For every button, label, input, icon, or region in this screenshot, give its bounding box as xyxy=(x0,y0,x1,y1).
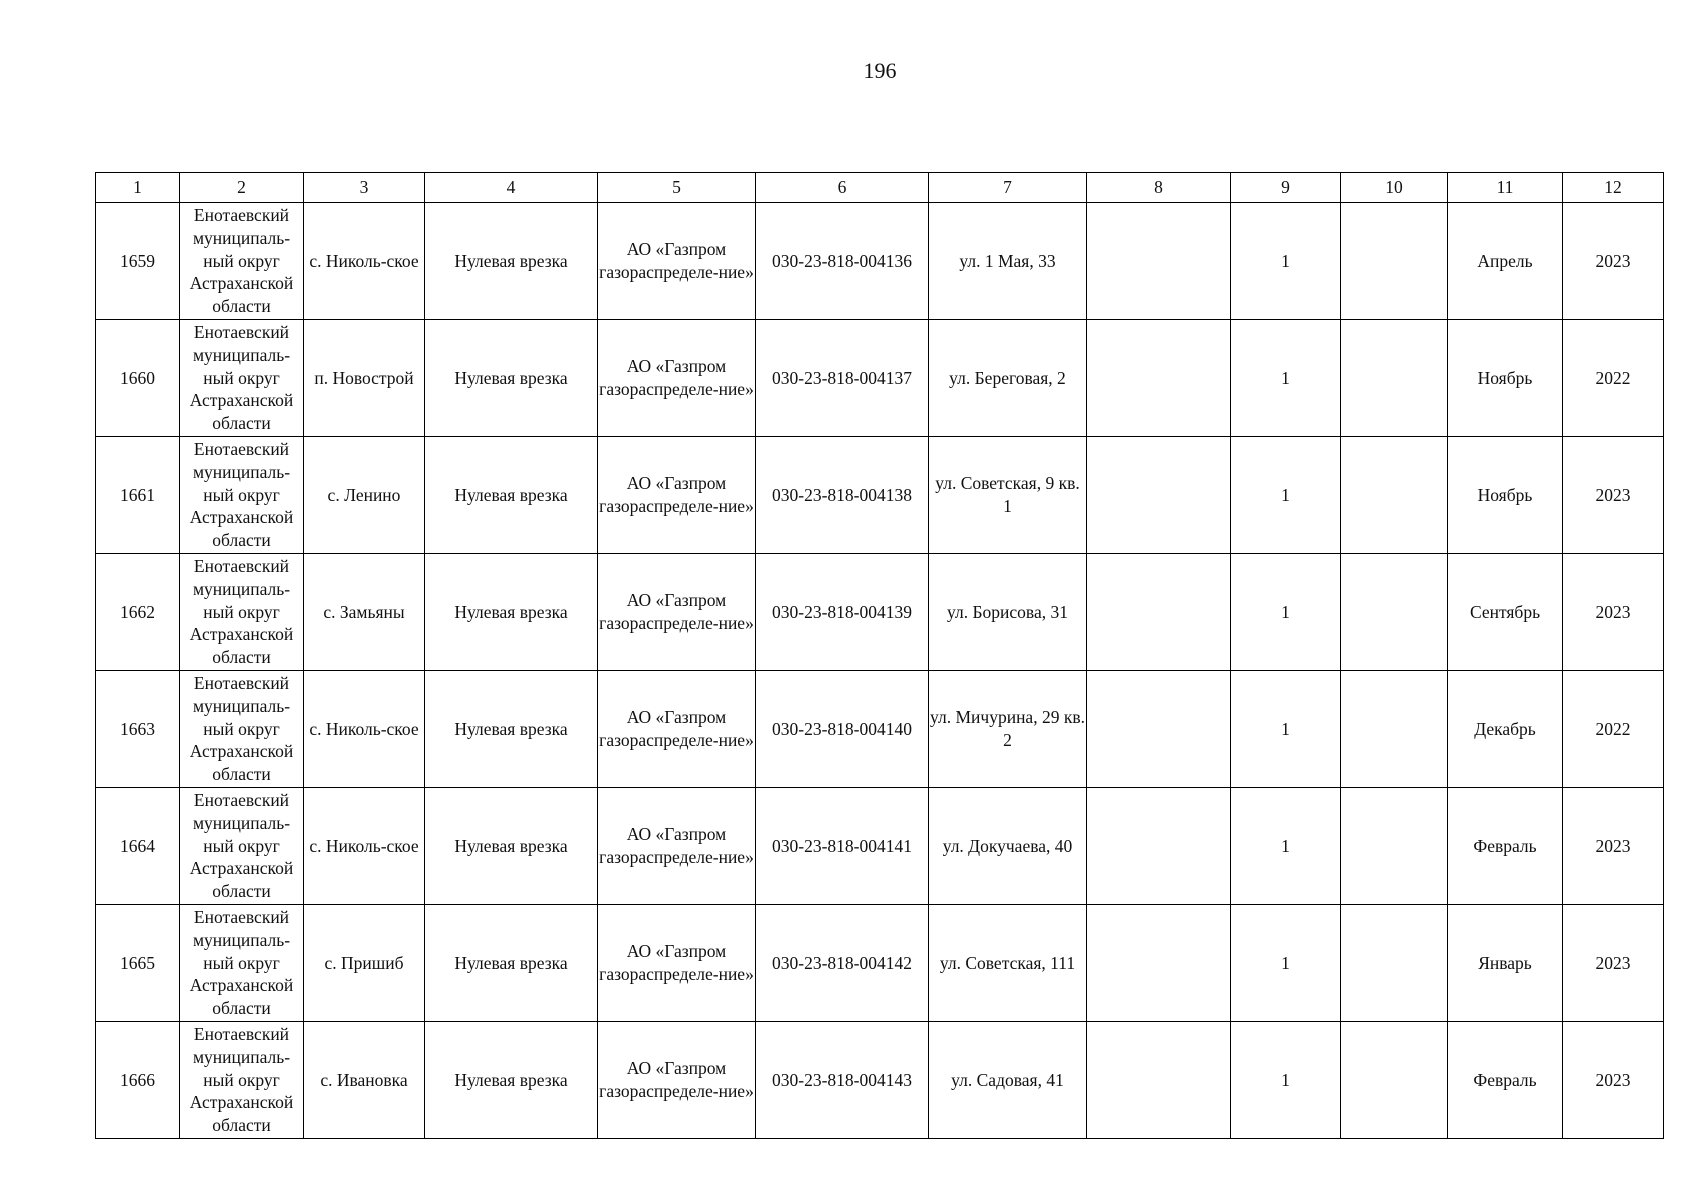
cell-work-type: Нулевая врезка xyxy=(425,671,598,788)
cell-month: Февраль xyxy=(1448,1022,1563,1139)
cell-quantity: 1 xyxy=(1231,788,1341,905)
cell-row-number: 1666 xyxy=(96,1022,180,1139)
cell-col-10 xyxy=(1341,788,1448,905)
cell-col-10 xyxy=(1341,554,1448,671)
cell-col-8 xyxy=(1087,203,1231,320)
cell-municipality: Енотаевский муниципаль-ный округ Астраханской области xyxy=(180,671,304,788)
cell-col-8 xyxy=(1087,554,1231,671)
cell-year: 2023 xyxy=(1563,905,1664,1022)
table-row xyxy=(96,554,1664,671)
cell-col-8 xyxy=(1087,320,1231,437)
cell-month: Ноябрь xyxy=(1448,320,1563,437)
cell-work-type: Нулевая врезка xyxy=(425,788,598,905)
page-number: 196 xyxy=(863,58,897,83)
cell-row-number: 1661 xyxy=(96,437,180,554)
table-row xyxy=(96,1022,1664,1139)
cell-row-number: 1659 xyxy=(96,203,180,320)
cell-quantity: 1 xyxy=(1231,1022,1341,1139)
cell-quantity: 1 xyxy=(1231,203,1341,320)
cell-col-10 xyxy=(1341,1022,1448,1139)
cell-quantity: 1 xyxy=(1231,437,1341,554)
cell-address: ул. Мичурина, 29 кв. 2 xyxy=(929,671,1087,788)
cell-object-code: 030-23-818-004141 xyxy=(756,788,929,905)
cell-month: Декабрь xyxy=(1448,671,1563,788)
cell-row-number: 1665 xyxy=(96,905,180,1022)
cell-row-number: 1660 xyxy=(96,320,180,437)
cell-year: 2023 xyxy=(1563,1022,1664,1139)
cell-work-type: Нулевая врезка xyxy=(425,905,598,1022)
column-header-5: 5 xyxy=(598,173,756,203)
column-header-1: 1 xyxy=(96,173,180,203)
column-header-9: 9 xyxy=(1231,173,1341,203)
cell-municipality: Енотаевский муниципаль-ный округ Астраханской области xyxy=(180,554,304,671)
cell-settlement xyxy=(304,203,425,320)
cell-municipality: Енотаевский муниципаль-ный округ Астраханской области xyxy=(180,788,304,905)
column-header-4: 4 xyxy=(425,173,598,203)
table-header xyxy=(96,173,1664,203)
column-header-10: 10 xyxy=(1341,173,1448,203)
cell-settlement xyxy=(304,320,425,437)
cell-organization: АО «Газпром газораспределе-ние» xyxy=(598,1022,756,1139)
cell-organization: АО «Газпром газораспределе-ние» xyxy=(598,905,756,1022)
header-row xyxy=(96,173,1664,203)
cell-month: Сентябрь xyxy=(1448,554,1563,671)
table-row xyxy=(96,203,1664,320)
cell-object-code: 030-23-818-004143 xyxy=(756,1022,929,1139)
cell-work-type: Нулевая врезка xyxy=(425,1022,598,1139)
table-row xyxy=(96,671,1664,788)
cell-settlement-text: с. Замьяны xyxy=(323,601,405,622)
cell-quantity: 1 xyxy=(1231,320,1341,437)
cell-col-8 xyxy=(1087,905,1231,1022)
cell-organization: АО «Газпром газораспределе-ние» xyxy=(598,671,756,788)
cell-settlement-text: с. Николь-ское xyxy=(309,718,419,739)
column-header-12: 12 xyxy=(1563,173,1664,203)
cell-settlement-text: с. Николь-ское xyxy=(309,250,419,271)
cell-row-number: 1663 xyxy=(96,671,180,788)
column-header-3: 3 xyxy=(304,173,425,203)
cell-address: ул. Береговая, 2 xyxy=(929,320,1087,437)
cell-object-code: 030-23-818-004138 xyxy=(756,437,929,554)
cell-col-8 xyxy=(1087,437,1231,554)
table-row xyxy=(96,437,1664,554)
cell-col-8 xyxy=(1087,788,1231,905)
registry-table xyxy=(95,172,1664,1139)
column-header-8: 8 xyxy=(1087,173,1231,203)
cell-organization: АО «Газпром газораспределе-ние» xyxy=(598,203,756,320)
cell-object-code: 030-23-818-004136 xyxy=(756,203,929,320)
cell-col-8 xyxy=(1087,671,1231,788)
cell-col-10 xyxy=(1341,203,1448,320)
cell-year: 2022 xyxy=(1563,320,1664,437)
column-header-6: 6 xyxy=(756,173,929,203)
table-row xyxy=(96,905,1664,1022)
cell-address: ул. Советская, 9 кв. 1 xyxy=(929,437,1087,554)
cell-settlement xyxy=(304,554,425,671)
cell-year: 2023 xyxy=(1563,554,1664,671)
cell-year: 2023 xyxy=(1563,788,1664,905)
column-header-11: 11 xyxy=(1448,173,1563,203)
cell-object-code: 030-23-818-004142 xyxy=(756,905,929,1022)
cell-month: Февраль xyxy=(1448,788,1563,905)
cell-settlement-text: с. Ивановка xyxy=(320,1069,408,1090)
cell-year: 2023 xyxy=(1563,437,1664,554)
cell-municipality: Енотаевский муниципаль-ный округ Астраханской области xyxy=(180,905,304,1022)
cell-object-code: 030-23-818-004139 xyxy=(756,554,929,671)
cell-address: ул. Докучаева, 40 xyxy=(929,788,1087,905)
table-body xyxy=(96,203,1664,1139)
column-header-2: 2 xyxy=(180,173,304,203)
cell-col-8 xyxy=(1087,1022,1231,1139)
cell-work-type: Нулевая врезка xyxy=(425,437,598,554)
cell-municipality: Енотаевский муниципаль-ный округ Астраханской области xyxy=(180,1022,304,1139)
cell-year: 2023 xyxy=(1563,203,1664,320)
cell-organization: АО «Газпром газораспределе-ние» xyxy=(598,788,756,905)
cell-work-type: Нулевая врезка xyxy=(425,203,598,320)
cell-organization: АО «Газпром газораспределе-ние» xyxy=(598,437,756,554)
cell-address: ул. Садовая, 41 xyxy=(929,1022,1087,1139)
cell-municipality: Енотаевский муниципаль-ный округ Астраханской области xyxy=(180,320,304,437)
cell-object-code: 030-23-818-004137 xyxy=(756,320,929,437)
cell-work-type: Нулевая врезка xyxy=(425,320,598,437)
column-header-7: 7 xyxy=(929,173,1087,203)
cell-settlement xyxy=(304,788,425,905)
cell-settlement-text: с. Пришиб xyxy=(324,952,404,973)
cell-row-number: 1664 xyxy=(96,788,180,905)
cell-quantity: 1 xyxy=(1231,554,1341,671)
cell-col-10 xyxy=(1341,671,1448,788)
cell-settlement xyxy=(304,437,425,554)
cell-col-10 xyxy=(1341,320,1448,437)
cell-month: Апрель xyxy=(1448,203,1563,320)
cell-quantity: 1 xyxy=(1231,905,1341,1022)
cell-organization: АО «Газпром газораспределе-ние» xyxy=(598,554,756,671)
cell-row-number: 1662 xyxy=(96,554,180,671)
table-row xyxy=(96,788,1664,905)
cell-settlement-text: с. Ленино xyxy=(327,484,401,505)
table-row xyxy=(96,320,1664,437)
cell-municipality: Енотаевский муниципаль-ный округ Астраханской области xyxy=(180,437,304,554)
cell-address: ул. Борисова, 31 xyxy=(929,554,1087,671)
cell-month: Ноябрь xyxy=(1448,437,1563,554)
cell-work-type: Нулевая врезка xyxy=(425,554,598,671)
cell-settlement xyxy=(304,671,425,788)
cell-object-code: 030-23-818-004140 xyxy=(756,671,929,788)
cell-month: Январь xyxy=(1448,905,1563,1022)
cell-settlement xyxy=(304,1022,425,1139)
cell-quantity: 1 xyxy=(1231,671,1341,788)
cell-col-10 xyxy=(1341,437,1448,554)
cell-settlement-text: п. Новострой xyxy=(314,367,414,388)
cell-address: ул. Советская, 111 xyxy=(929,905,1087,1022)
cell-organization: АО «Газпром газораспределе-ние» xyxy=(598,320,756,437)
cell-settlement-text: с. Николь-ское xyxy=(309,835,419,856)
cell-address: ул. 1 Мая, 33 xyxy=(929,203,1087,320)
cell-settlement xyxy=(304,905,425,1022)
cell-municipality: Енотаевский муниципаль-ный округ Астраханской области xyxy=(180,203,304,320)
cell-year: 2022 xyxy=(1563,671,1664,788)
cell-col-10 xyxy=(1341,905,1448,1022)
